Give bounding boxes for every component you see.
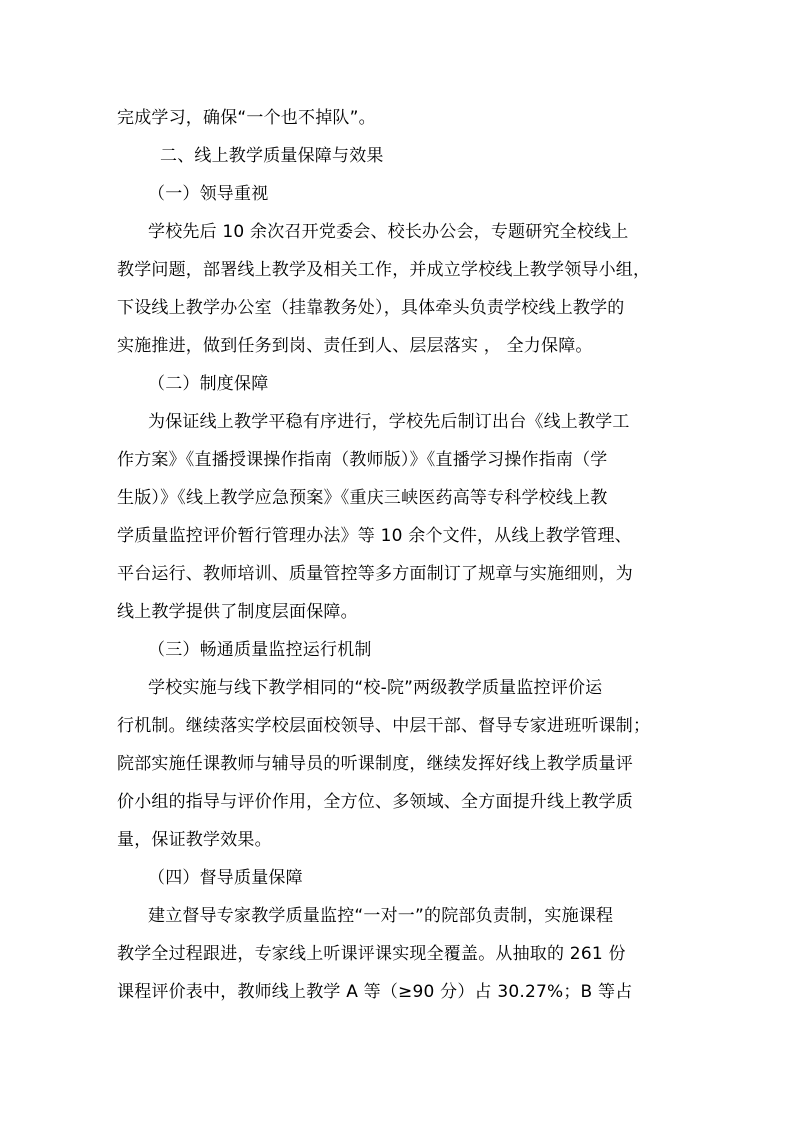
paragraph-line: 作方案》《直播授课操作指南（教师版）》《直播学习操作指南（学 [117,450,608,470]
paragraph-line: 平台运行、教师培训、质量管控等多方面制订了规章与实施细则，为 [117,564,633,584]
paragraph-line: 下设线上教学办公室（挂靠教务处），具体牵头负责学校线上教学的 [117,298,625,318]
paragraph-line: 学校实施与线下教学相同的“校-院”两级教学质量监控评价运 [148,678,603,698]
subsection-heading: （一）领导重视 [148,184,269,204]
paragraph-line: 量，保证教学效果。 [117,830,272,850]
paragraph-line: 教学问题，部署线上教学及相关工作，并成立学校线上教学领导小组， [117,260,651,280]
paragraph-line: 线上教学提供了制度层面保障。 [117,602,358,622]
subsection-heading: （四）督导质量保障 [148,868,303,888]
paragraph-line: 院部实施任课教师与辅导员的听课制度，继续发挥好线上教学质量评 [117,754,633,774]
paragraph-line: 建立督导专家教学质量监控“一对一”的院部负责制，实施课程 [148,906,614,926]
paragraph-line: 实施推进，做到任务到岗、责任到人、层层落实 ， 全力保障。 [117,336,593,356]
subsection-heading: （三）畅通质量监控运行机制 [148,640,372,660]
paragraph-line: 为保证线上教学平稳有序进行，学校先后制订出台《线上教学工 [148,412,630,432]
section-heading: 二、线上教学质量保障与效果 [160,146,384,166]
paragraph-line: 教学全过程跟进，专家线上听课评课实现全覆盖。从抽取的 261 份 [117,944,626,964]
subsection-heading: （二）制度保障 [148,374,269,394]
paragraph-line: 学校先后 10 余次召开党委会、校长办公会，专题研究全校线上 [148,222,629,242]
paragraph-line: 行机制。继续落实学校层面校领导、中层干部、督导专家进班听课制； [117,716,651,736]
paragraph-line: 价小组的指导与评价作用，全方位、多领域、全方面提升线上教学质 [117,792,633,812]
paragraph-line: 完成学习，确保“一个也不掉队”。 [117,108,376,128]
paragraph-line: 学质量监控评价暂行管理办法》等 10 余个文件，从线上教学管理、 [117,526,632,546]
paragraph-line: 生版）》《线上教学应急预案》《重庆三峡医药高等专科学校线上教 [117,488,608,508]
paragraph-line: 课程评价表中，教师线上教学 A 等（≥90 分）占 30.27%；B 等占 [117,982,633,1002]
